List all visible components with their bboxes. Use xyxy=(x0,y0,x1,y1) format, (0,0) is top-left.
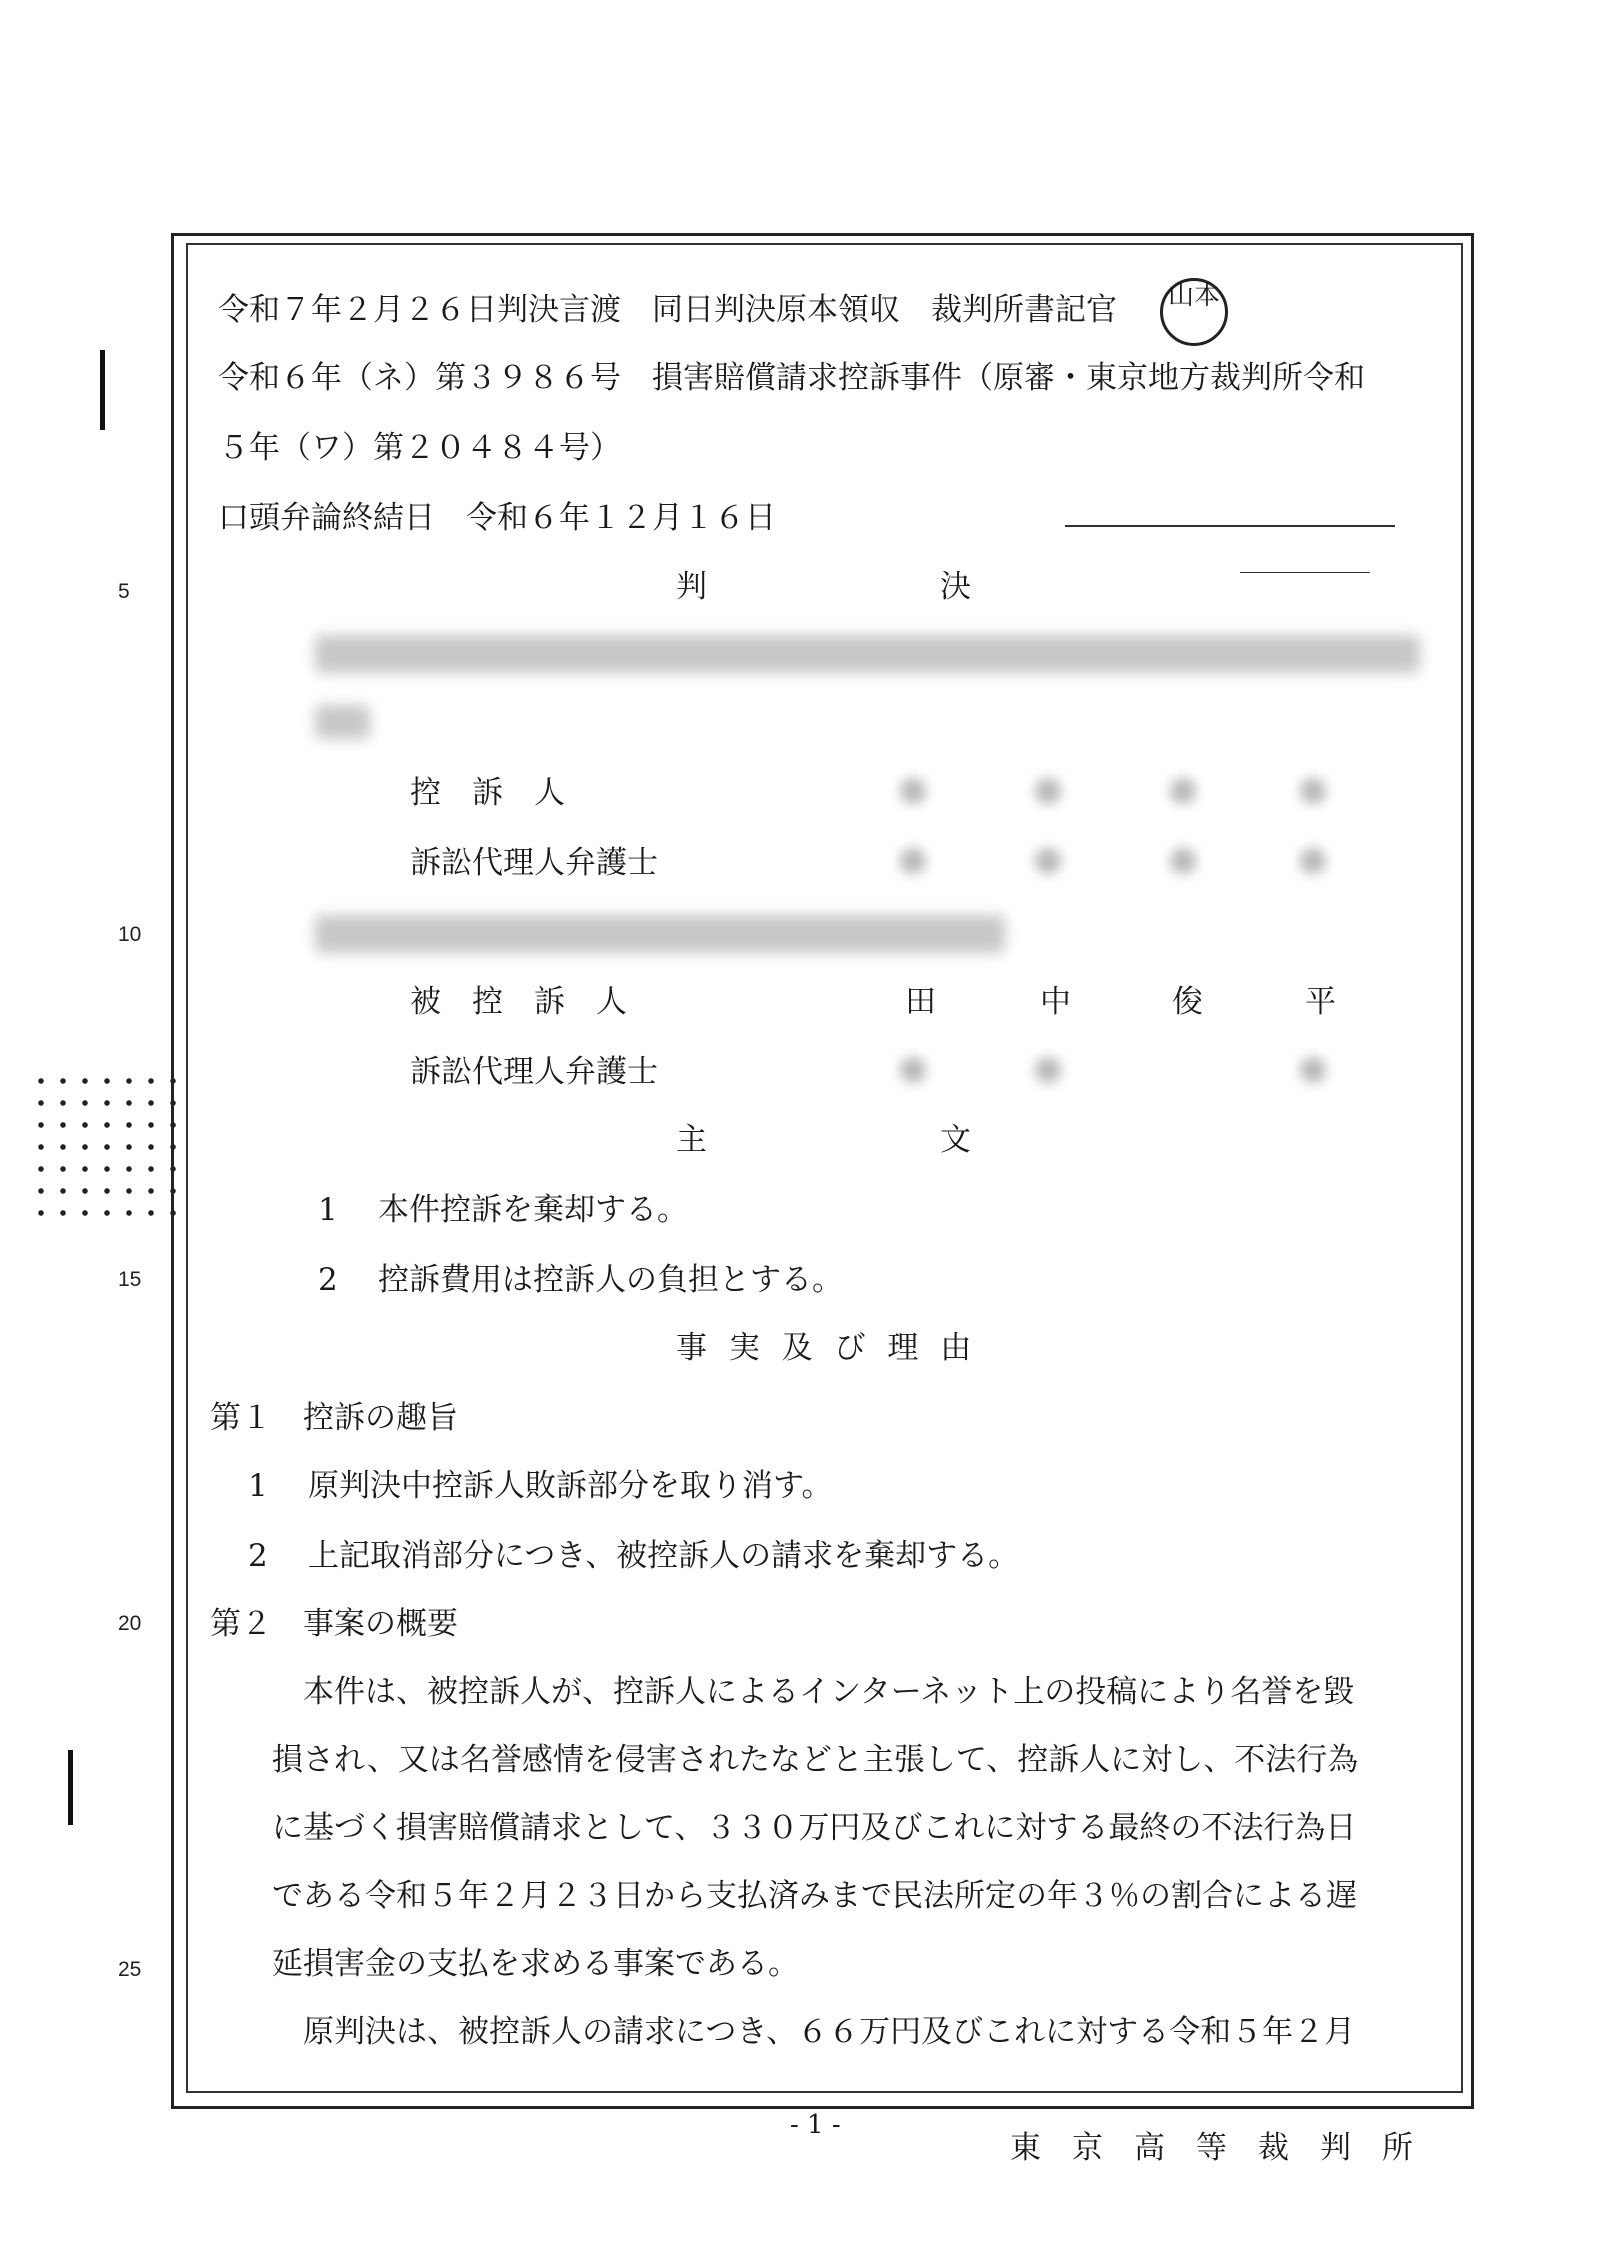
line-number: 25 xyxy=(118,1958,142,1981)
paragraph-line: に基づく損害賠償請求として、３３０万円及びこれに対する最終の不法行為日 xyxy=(272,1810,1357,1846)
appellee-name-char: 中 xyxy=(1040,984,1071,1020)
page-number: - 1 - xyxy=(790,2110,841,2140)
redacted-address xyxy=(315,915,1005,953)
appellant-attorney-role: 訴訟代理人弁護士 xyxy=(410,845,658,881)
redacted-address xyxy=(315,635,1420,673)
appellee-name-char: 田 xyxy=(905,984,936,1020)
redacted-name xyxy=(900,1057,926,1083)
redacted-name xyxy=(1035,848,1061,874)
hearing-close-date: 口頭弁論終結日 令和６年１２月１６日 xyxy=(218,500,776,536)
paragraph-line: 損され、又は名誉感情を侵害されたなどと主張して、控訴人に対し、不法行為 xyxy=(272,1742,1359,1778)
section-1-title: 第１ 控訴の趣旨 xyxy=(210,1400,458,1436)
section-1-item-text: 原判決中控訴人敗訴部分を取り消す。 xyxy=(308,1468,833,1504)
line-number: 5 xyxy=(118,580,130,603)
redacted-address xyxy=(315,705,370,739)
redacted-name xyxy=(1300,1057,1326,1083)
redacted-name xyxy=(1300,848,1326,874)
redacted-name xyxy=(900,778,926,804)
appellee-name-char: 俊 xyxy=(1172,984,1203,1020)
redacted-name xyxy=(900,848,926,874)
header-line-2: 令和６年（ネ）第３９８６号 損害賠償請求控訴事件（原審・東京地方裁判所令和 xyxy=(218,360,1365,396)
main-text-heading-right: 文 xyxy=(940,1122,971,1158)
paragraph-line: 原判決は、被控訴人の請求につき、６６万円及びこれに対する令和５年２月 xyxy=(272,2014,1356,2050)
main-item-text: 控訴費用は控訴人の負担とする。 xyxy=(378,1262,843,1298)
section-2-title: 第２ 事案の概要 xyxy=(210,1606,458,1642)
appellee-name-char: 平 xyxy=(1305,984,1336,1020)
section-1-item-number: 2 xyxy=(248,1538,268,1574)
header-line-1: 令和７年２月２６日判決言渡 同日判決原本領収 裁判所書記官 xyxy=(218,292,1117,328)
redacted-name xyxy=(1035,1057,1061,1083)
redacted-name xyxy=(1035,778,1061,804)
redacted-name xyxy=(1170,778,1196,804)
paragraph-line: 延損害金の支払を求める事案である。 xyxy=(272,1946,799,1982)
line-number: 15 xyxy=(118,1268,142,1291)
clerk-seal: 山本 xyxy=(1160,278,1228,346)
section-1-item-text: 上記取消部分につき、被控訴人の請求を棄却する。 xyxy=(308,1538,1020,1574)
appellee-attorney-role: 訴訟代理人弁護士 xyxy=(410,1054,658,1090)
appellee-role: 被 控 訴 人 xyxy=(410,984,627,1020)
section-1-item-number: 1 xyxy=(248,1468,268,1504)
court-name: 東 京 高 等 裁 判 所 xyxy=(1010,2130,1413,2166)
appellant-role: 控 訴 人 xyxy=(410,775,565,811)
main-item-number: 1 xyxy=(318,1192,338,1228)
reasons-heading: 事 実 及 び 理 由 xyxy=(676,1330,978,1366)
judgment-title-left: 判 xyxy=(676,569,707,605)
signature-rule xyxy=(1240,572,1370,573)
line-number: 10 xyxy=(118,923,142,946)
paragraph-line: 本件は、被控訴人が、控訴人によるインターネット上の投稿により名誉を毀 xyxy=(272,1674,1355,1710)
main-item-text: 本件控訴を棄却する。 xyxy=(378,1192,688,1228)
main-item-number: 2 xyxy=(318,1262,338,1298)
main-text-heading-left: 主 xyxy=(676,1122,707,1158)
scan-mark xyxy=(68,1750,73,1825)
scan-mark xyxy=(100,350,105,430)
redacted-name xyxy=(1300,778,1326,804)
paragraph-line: である令和５年２月２３日から支払済みまで民法所定の年３％の割合による遅 xyxy=(272,1878,1357,1914)
judgment-title-right: 決 xyxy=(940,569,971,605)
redacted-name xyxy=(1170,848,1196,874)
line-number: 20 xyxy=(118,1612,142,1635)
halftone-dot-pattern xyxy=(30,1070,180,1220)
signature-rule xyxy=(1065,525,1395,527)
header-line-3: ５年（ワ）第２０４８４号） xyxy=(218,430,621,466)
